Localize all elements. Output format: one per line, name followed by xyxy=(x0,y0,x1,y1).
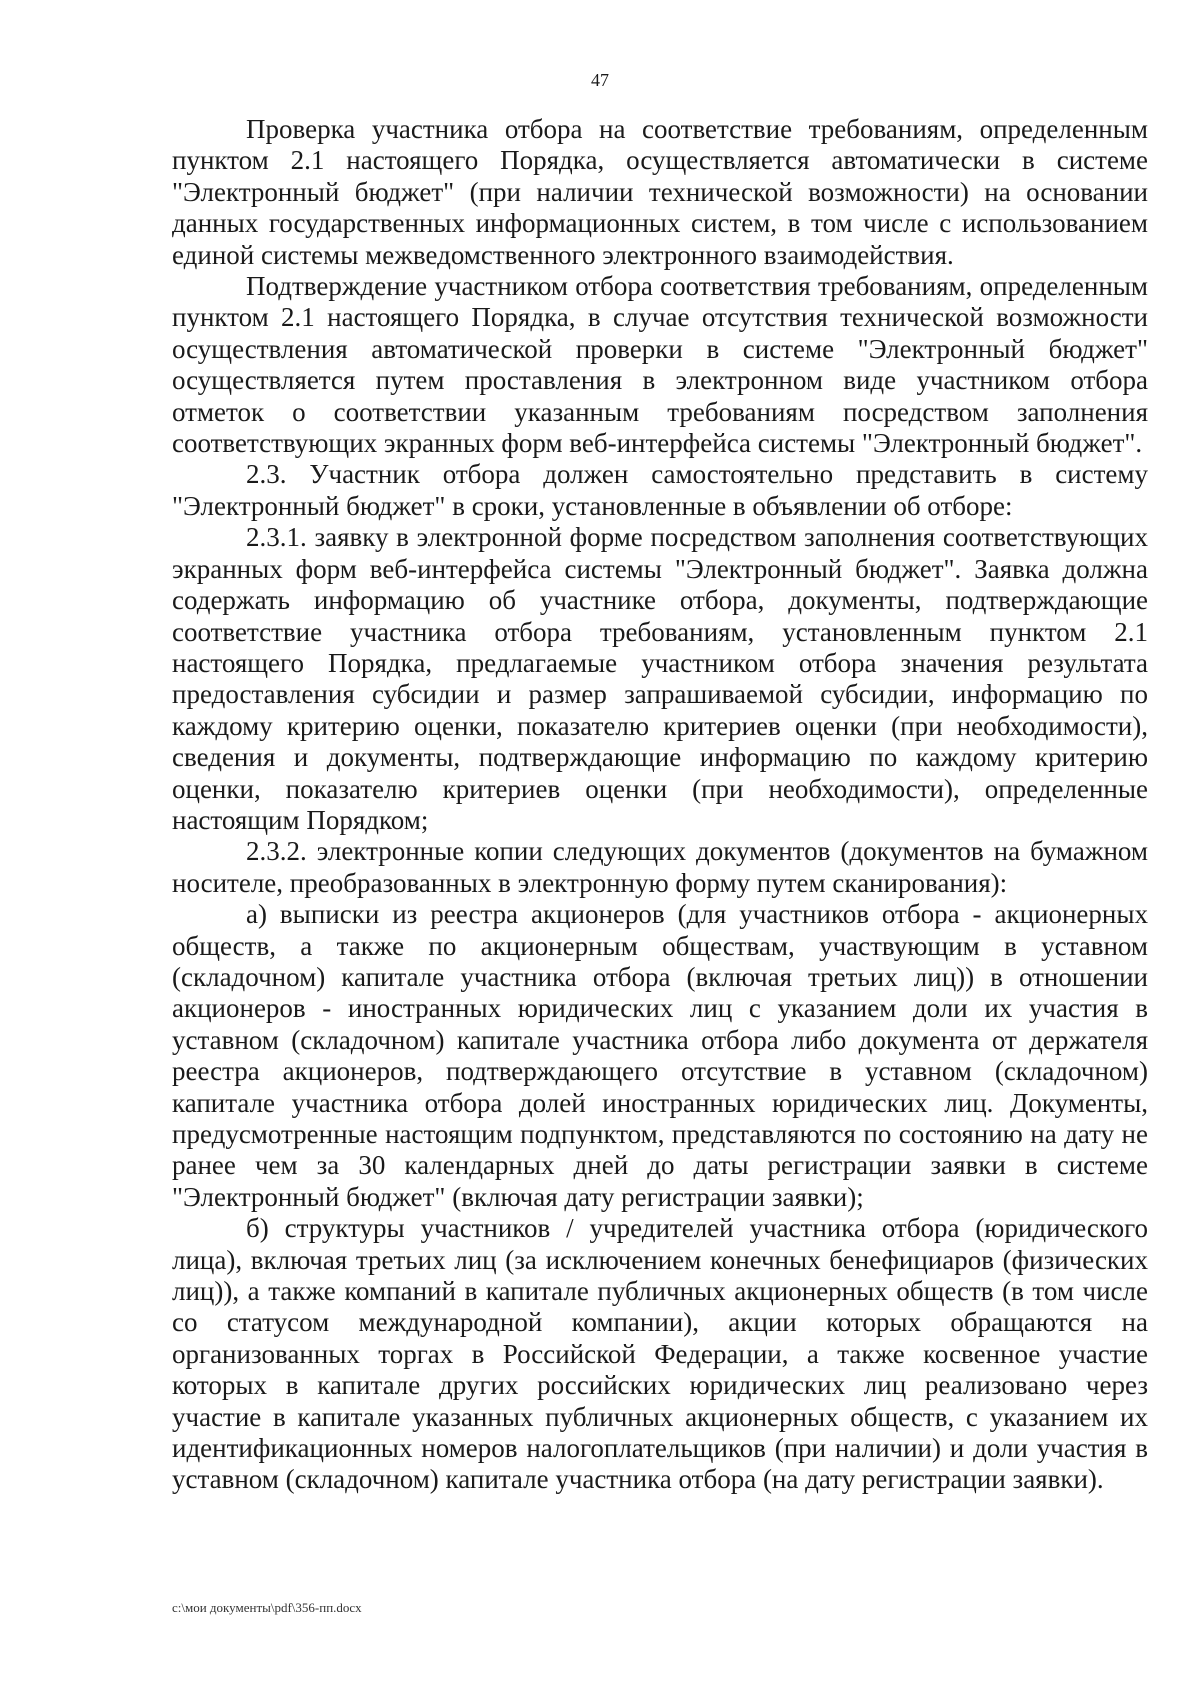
paragraph-2-3: 2.3. Участник отбора должен самостоятельно представить в систему "Электронный бюджет" в сроки, установленные в объявлении об отборе: xyxy=(172,459,1148,521)
paragraph-confirmation: Подтверждение участником отбора соответствия требованиям, определенным пунктом 2.1 настоящего Порядка, в случае отсутствия технической возможности осуществления автоматической проверки в системе "Электронный бюджет" осуществляется путем проставления в электронном виде участником отбора отметок о соответствии указанным требованиям посредством заполнения соответствующих экранных форм веб-интерфейса системы "Электронный бюджет". xyxy=(172,271,1148,459)
paragraph-2-3-2: 2.3.2. электронные копии следующих документов (документов на бумажном носителе, преобразованных в электронную форму путем сканирования): xyxy=(172,836,1148,898)
footer-file-path: c:\мои документы\pdf\356-пп.docx xyxy=(172,1600,362,1615)
document-body xyxy=(172,114,1148,1496)
paragraph-verification: Проверка участника отбора на соответствие требованиям, определенным пунктом 2.1 настоящего Порядка, осуществляется автоматически в системе "Электронный бюджет" (при наличии технической возможности) на основании данных государственных информационных систем, в том числе с использованием единой системы межведомственного электронного взаимодействия. xyxy=(172,114,1148,270)
paragraph-item-b: б) структуры участников / учредителей участника отбора (юридического лица), включая третьих лиц (за исключением конечных бенефициаров (физических лиц)), а также компаний в капитале публичных акционерных обществ (в том числе со статусом международной компании), акции которых обращаются на организованных торгах в Российской Федерации, а также косвенное участие которых в капитале других российских юридических лиц реализовано через участие в капитале указанных публичных акционерных обществ, с указанием их идентификационных номеров налогоплательщиков (при наличии) и доли участия в уставном (складочном) капитале участника отбора (на дату регистрации заявки). xyxy=(172,1213,1148,1495)
page-number: 47 xyxy=(591,70,609,90)
paragraph-item-a: а) выписки из реестра акционеров (для участников отбора - акционерных обществ, а также по акционерным обществам, участвующим в уставном (складочном) капитале участника отбора (включая третьих лиц)) в отношении акционеров - иностранных юридических лиц с указанием доли их участия в уставном (складочном) капитале участника отбора либо документа от держателя реестра акционеров, подтверждающего отсутствие в уставном (складочном) капитале участника отбора долей иностранных юридических лиц. Документы, предусмотренные настоящим подпунктом, представляются по состоянию на дату не ранее чем за 30 календарных дней до даты регистрации заявки в системе "Электронный бюджет" (включая дату регистрации заявки); xyxy=(172,899,1148,1212)
paragraph-2-3-1: 2.3.1. заявку в электронной форме посредством заполнения соответствующих экранных форм веб-интерфейса системы "Электронный бюджет". Заявка должна содержать информацию об участнике отбора, документы, подтверждающие соответствие участника отбора требованиям, установленным пунктом 2.1 настоящего Порядка, предлагаемые участником отбора значения результата предоставления субсидии и размер запрашиваемой субсидии, информацию по каждому критерию оценки, показателю критериев оценки (при необходимости), сведения и документы, подтверждающие информацию по каждому критерию оценки, показателю критериев оценки (при необходимости), определенные настоящим Порядком; xyxy=(172,522,1148,835)
